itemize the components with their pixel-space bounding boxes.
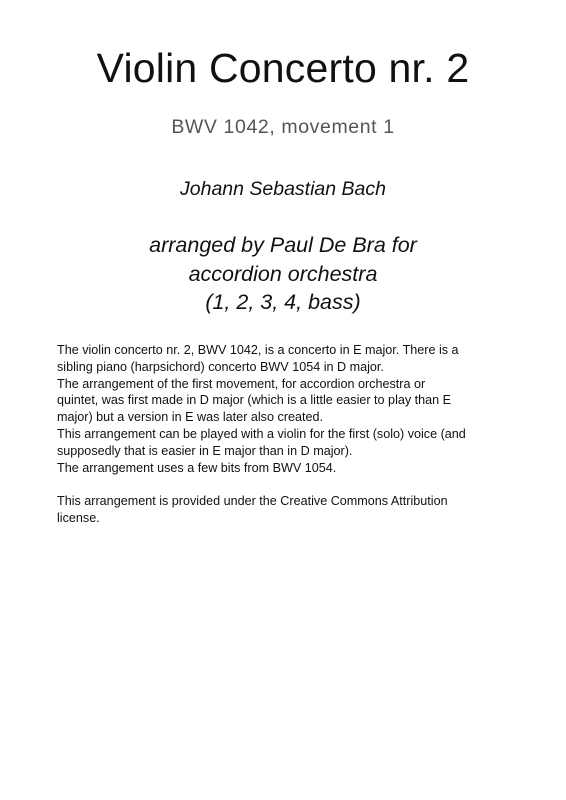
- license-line: This arrangement is provided under the Creative Commons Attribution: [57, 494, 448, 509]
- description-line: The violin concerto nr. 2, BWV 1042, is a concerto in E major. There is a: [57, 343, 459, 357]
- description-line: supposedly that is easier in E major than in D major).: [57, 443, 353, 458]
- description-line: sibling piano (harpsichord) concerto BWV 1054 in D major.: [57, 359, 384, 374]
- description-text: [57, 342, 527, 527]
- arranger-line: (1, 2, 3, 4, bass): [205, 290, 361, 314]
- license-line: license.: [57, 511, 100, 526]
- description-line: quintet, was first made in D major (which is a little easier to play than E: [57, 393, 452, 408]
- page-title: Violin Concerto nr. 2: [96, 45, 470, 91]
- arranger-line: accordion orchestra: [188, 261, 378, 286]
- arranger-line: arranged by Paul De Bra for: [149, 233, 417, 257]
- paragraph-spacer: [57, 476, 527, 493]
- description-line: major) but a version in E was later also created.: [57, 410, 323, 425]
- description-line: The arrangement of the first movement, for accordion orchestra or: [57, 376, 426, 391]
- composer-name: Johann Sebastian Bach: [180, 178, 386, 200]
- description-line: The arrangement uses a few bits from BWV 1054.: [57, 460, 337, 475]
- description-line: This arrangement can be played with a violin for the first (solo) voice (and: [57, 426, 466, 441]
- page-subtitle: BWV 1042, movement 1: [171, 116, 395, 138]
- arranger-block: [0, 231, 566, 317]
